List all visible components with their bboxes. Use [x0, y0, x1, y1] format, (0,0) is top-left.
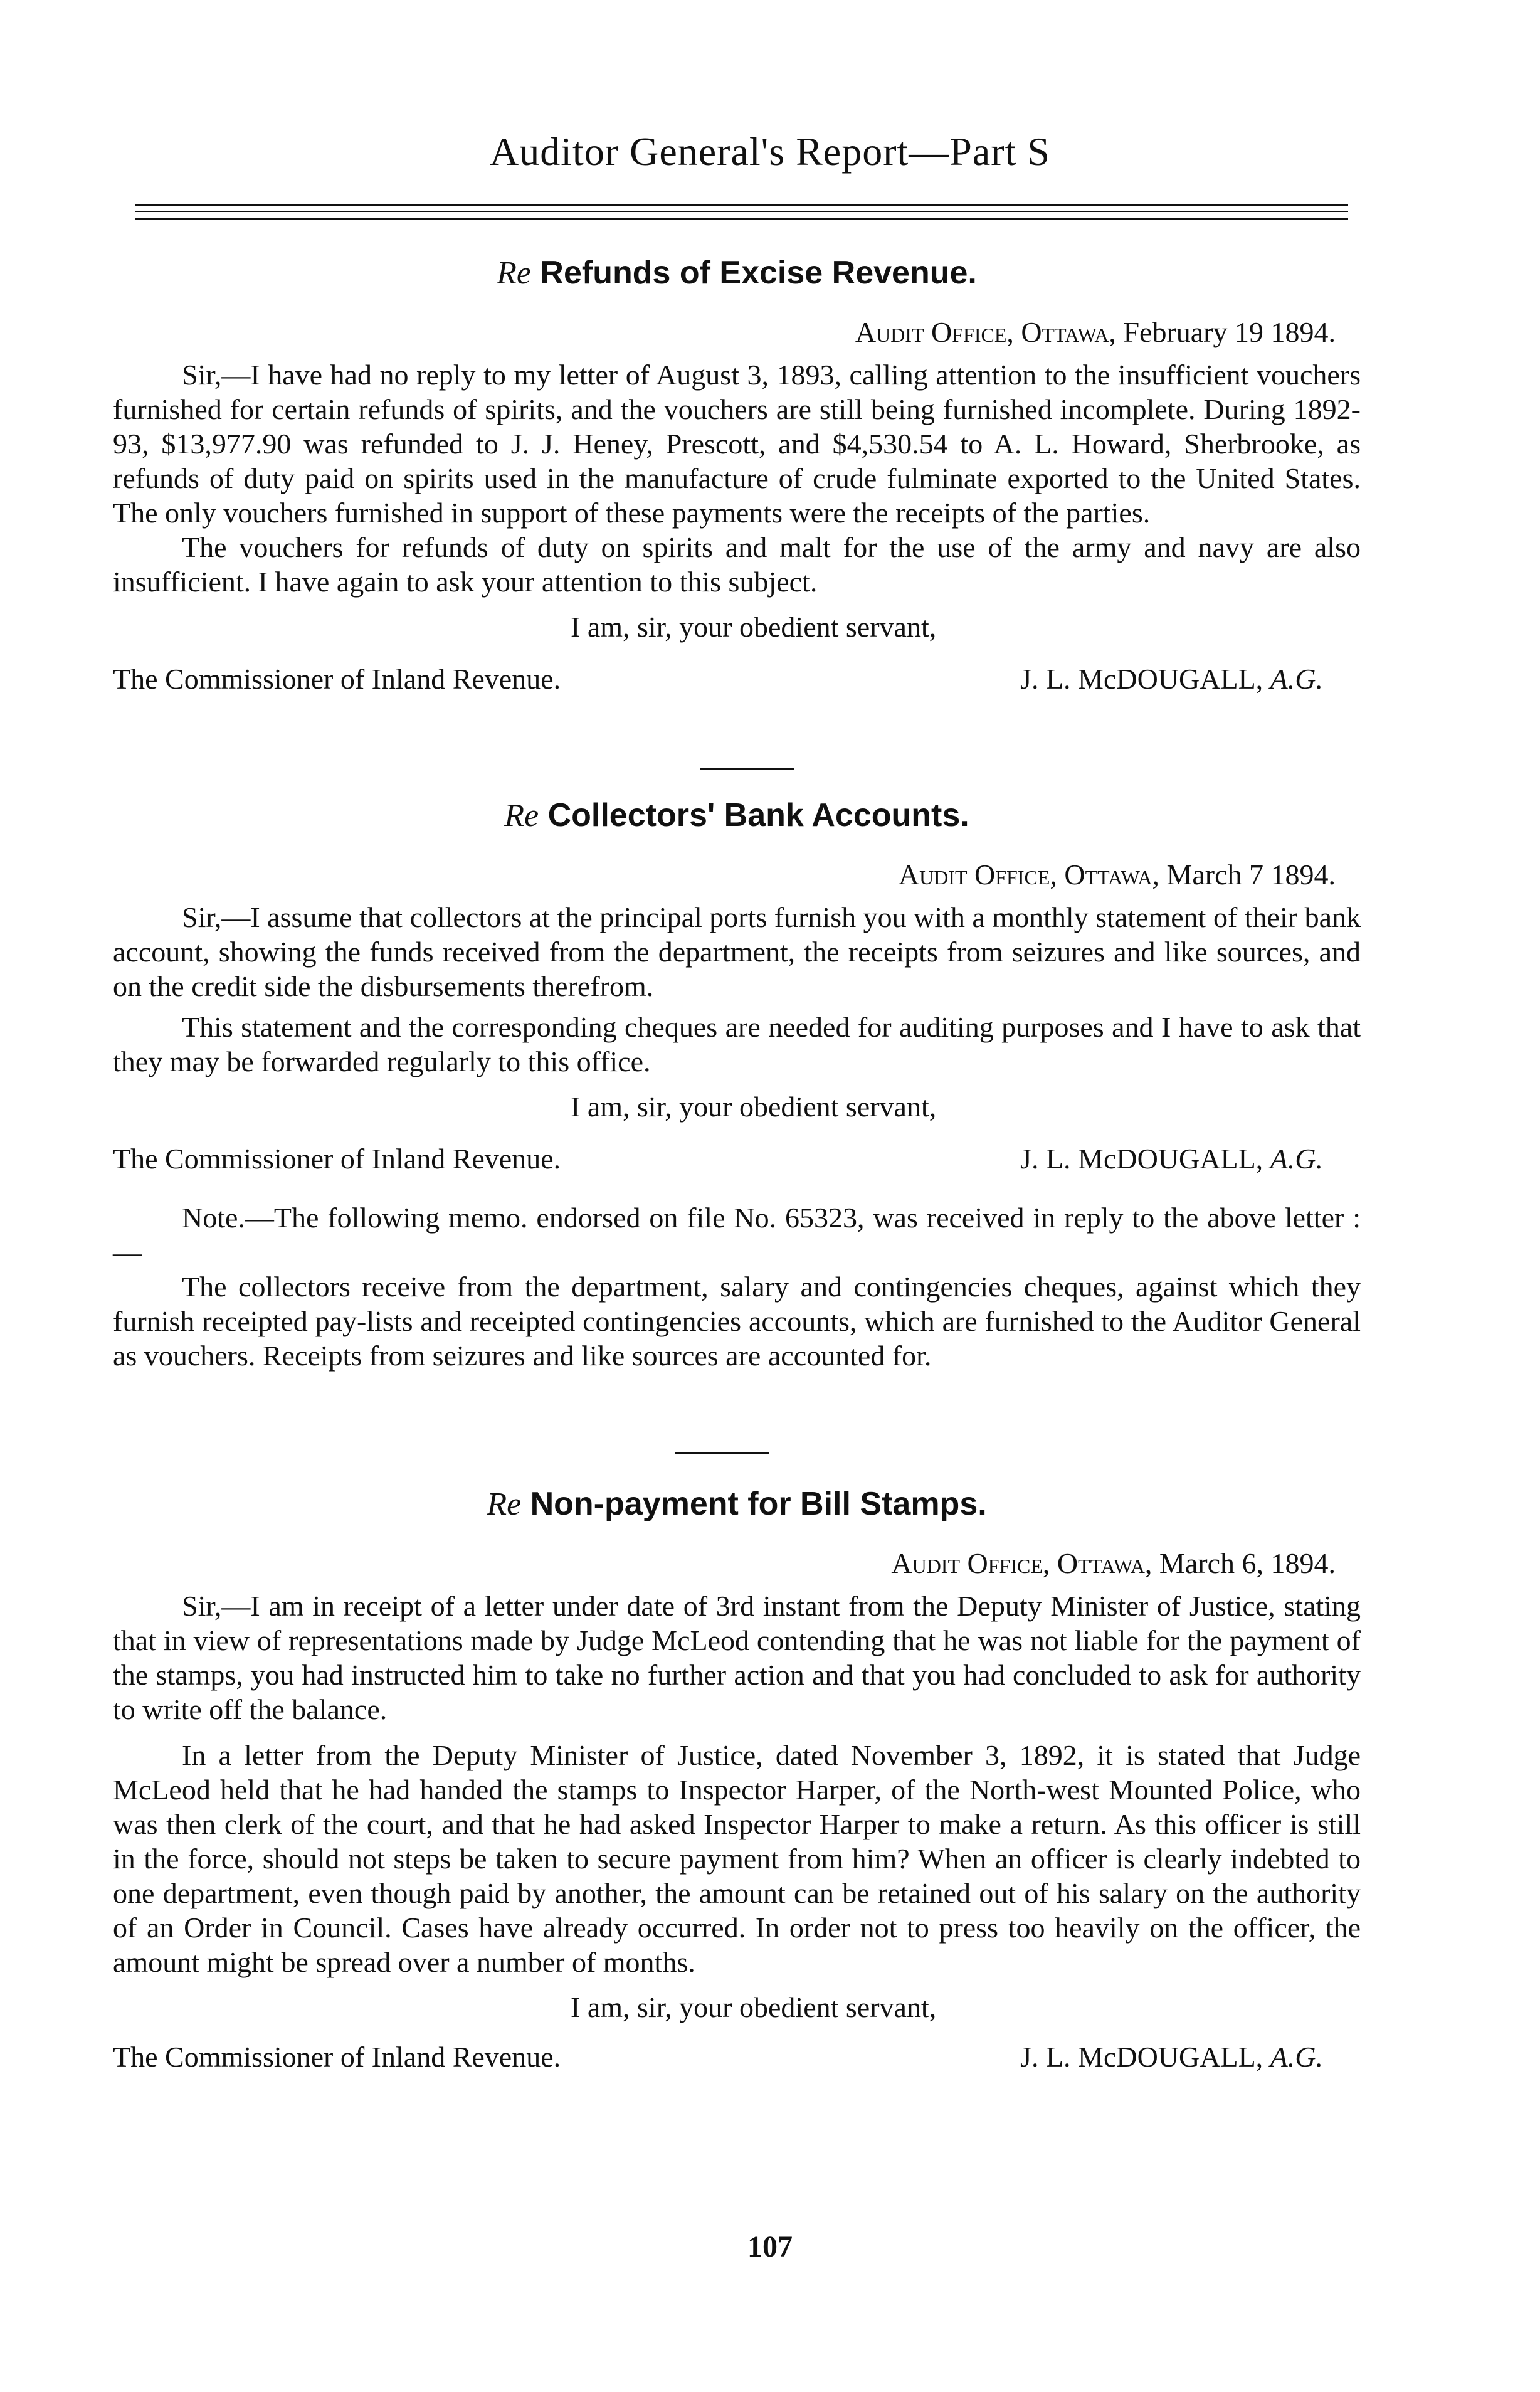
signature-block [1020, 1142, 1323, 1175]
signature-block [1020, 662, 1323, 696]
letter-paragraph: In a letter from the Deputy Minister of Justice, dated November 3, 1892, it is stated that Judge McLeod held that he had handed the stamps to Inspector Harper, of the North-west Mounted Police, who was then clerk of the court, and that he had asked Inspector Harper to make a return. As this officer is still in the force, should not steps be taken to secure payment from him? When an officer is clearly indebted to one department, even though paid by another, the amount can be retained out of his salary on the authority of an Order in Council. Cases have already occurred. In order not to press too heavily on the officer, the amount might be spread over a number of months. [113, 1739, 1361, 1978]
signature-row [113, 2040, 1361, 2073]
signature-row [113, 1142, 1361, 1175]
dateline-office: Audit Office, Ottawa, [898, 859, 1159, 891]
heading-re: Re [497, 255, 531, 291]
heading-title: Collectors' Bank Accounts. [547, 797, 969, 833]
letter-bill-stamps [113, 1485, 1361, 2073]
heading-re: Re [504, 798, 539, 833]
note-paragraph: The collectors receive from the department, salary and contingencies cheques, against which they furnish receipted pay-lists and receipted contingencies accounts, which are furnished to the Auditor General as vouchers. Receipts from seizures and like sources are accounted for. [113, 1271, 1361, 1372]
closing-line: I am, sir, your obedient servant, [571, 611, 937, 643]
addressee: The Commissioner of Inland Revenue. [113, 2041, 561, 2073]
header-rule [135, 218, 1348, 220]
letter-paragraph: The vouchers for refunds of duty on spirits and malt for the use of the army and navy are also insufficient. I have again to ask your attention to this subject. [113, 531, 1361, 598]
closing-line: I am, sir, your obedient servant, [571, 1991, 937, 2023]
letter-paragraph: Sir,—I assume that collectors at the principal ports furnish you with a monthly statement of their bank account, showing the funds received from the department, the receipts from seizures and like sources, and on the credit side the disbursements therefrom. [113, 901, 1361, 1002]
signature: J. L. McDOUGALL, [1020, 663, 1263, 695]
dateline [113, 315, 1361, 349]
dateline-date: March 6, 1894. [1159, 1547, 1336, 1579]
letter-paragraph: This statement and the corresponding cheques are needed for auditing purposes and I have to ask that they may be forwarded regularly to this office. [113, 1011, 1361, 1077]
dateline-date: February 19 1894. [1123, 316, 1336, 348]
signature-title: A.G. [1270, 2041, 1323, 2073]
dateline-office: Audit Office, Ottawa, [855, 316, 1116, 348]
closing-line: I am, sir, your obedient servant, [571, 1091, 937, 1123]
dateline-office: Audit Office, Ottawa, [891, 1547, 1152, 1579]
section-divider [675, 1452, 769, 1454]
letter-excise-refunds [113, 254, 1361, 696]
dateline [113, 858, 1361, 891]
letter-bank-accounts [113, 796, 1361, 1373]
section-divider [700, 768, 794, 770]
heading-title: Refunds of Excise Revenue. [540, 255, 977, 291]
note-paragraph: Note.—The following memo. endorsed on file No. 65323, was received in reply to the above letter :— [113, 1202, 1361, 1268]
signature: J. L. McDOUGALL, [1020, 1143, 1263, 1175]
signature-title: A.G. [1270, 1143, 1323, 1175]
running-head: Auditor General's Report—Part S [490, 129, 1050, 174]
signature-title: A.G. [1270, 663, 1323, 695]
dateline [113, 1547, 1361, 1580]
letter-paragraph: Sir,—I have had no reply to my letter of August 3, 1893, calling attention to the insufficient vouchers furnished for certain refunds of spirits, and the vouchers are still being furnished incomplete. During 1892-93, $13,977.90 was refunded to J. J. Heney, Prescott, and $4,530.54 to A. L. Howard, Sherbrooke, as refunds of duty paid on spirits used in the manufacture of crude fulminate exported to the United States. The only vouchers furnished in support of these payments were the receipts of the parties. [113, 359, 1361, 529]
signature-row [113, 662, 1361, 696]
heading-title: Non-payment for Bill Stamps. [530, 1486, 987, 1522]
header-rule [135, 204, 1348, 206]
heading-re: Re [487, 1486, 522, 1522]
page-number: 107 [747, 2230, 793, 2263]
header-rule [135, 211, 1348, 212]
section-heading [113, 1485, 1361, 1523]
section-heading [113, 796, 1361, 834]
signature: J. L. McDOUGALL, [1020, 2041, 1263, 2073]
addressee: The Commissioner of Inland Revenue. [113, 663, 561, 695]
dateline-date: March 7 1894. [1166, 859, 1336, 891]
addressee: The Commissioner of Inland Revenue. [113, 1143, 561, 1175]
section-heading [113, 254, 1361, 292]
signature-block [1020, 2040, 1323, 2073]
letter-paragraph: Sir,—I am in receipt of a letter under date of 3rd instant from the Deputy Minister of Justice, stating that in view of representations made by Judge McLeod contending that he was not liable for the payment of the stamps, you had instructed him to take no further action and that you had concluded to ask for authority to write off the balance. [113, 1590, 1361, 1725]
